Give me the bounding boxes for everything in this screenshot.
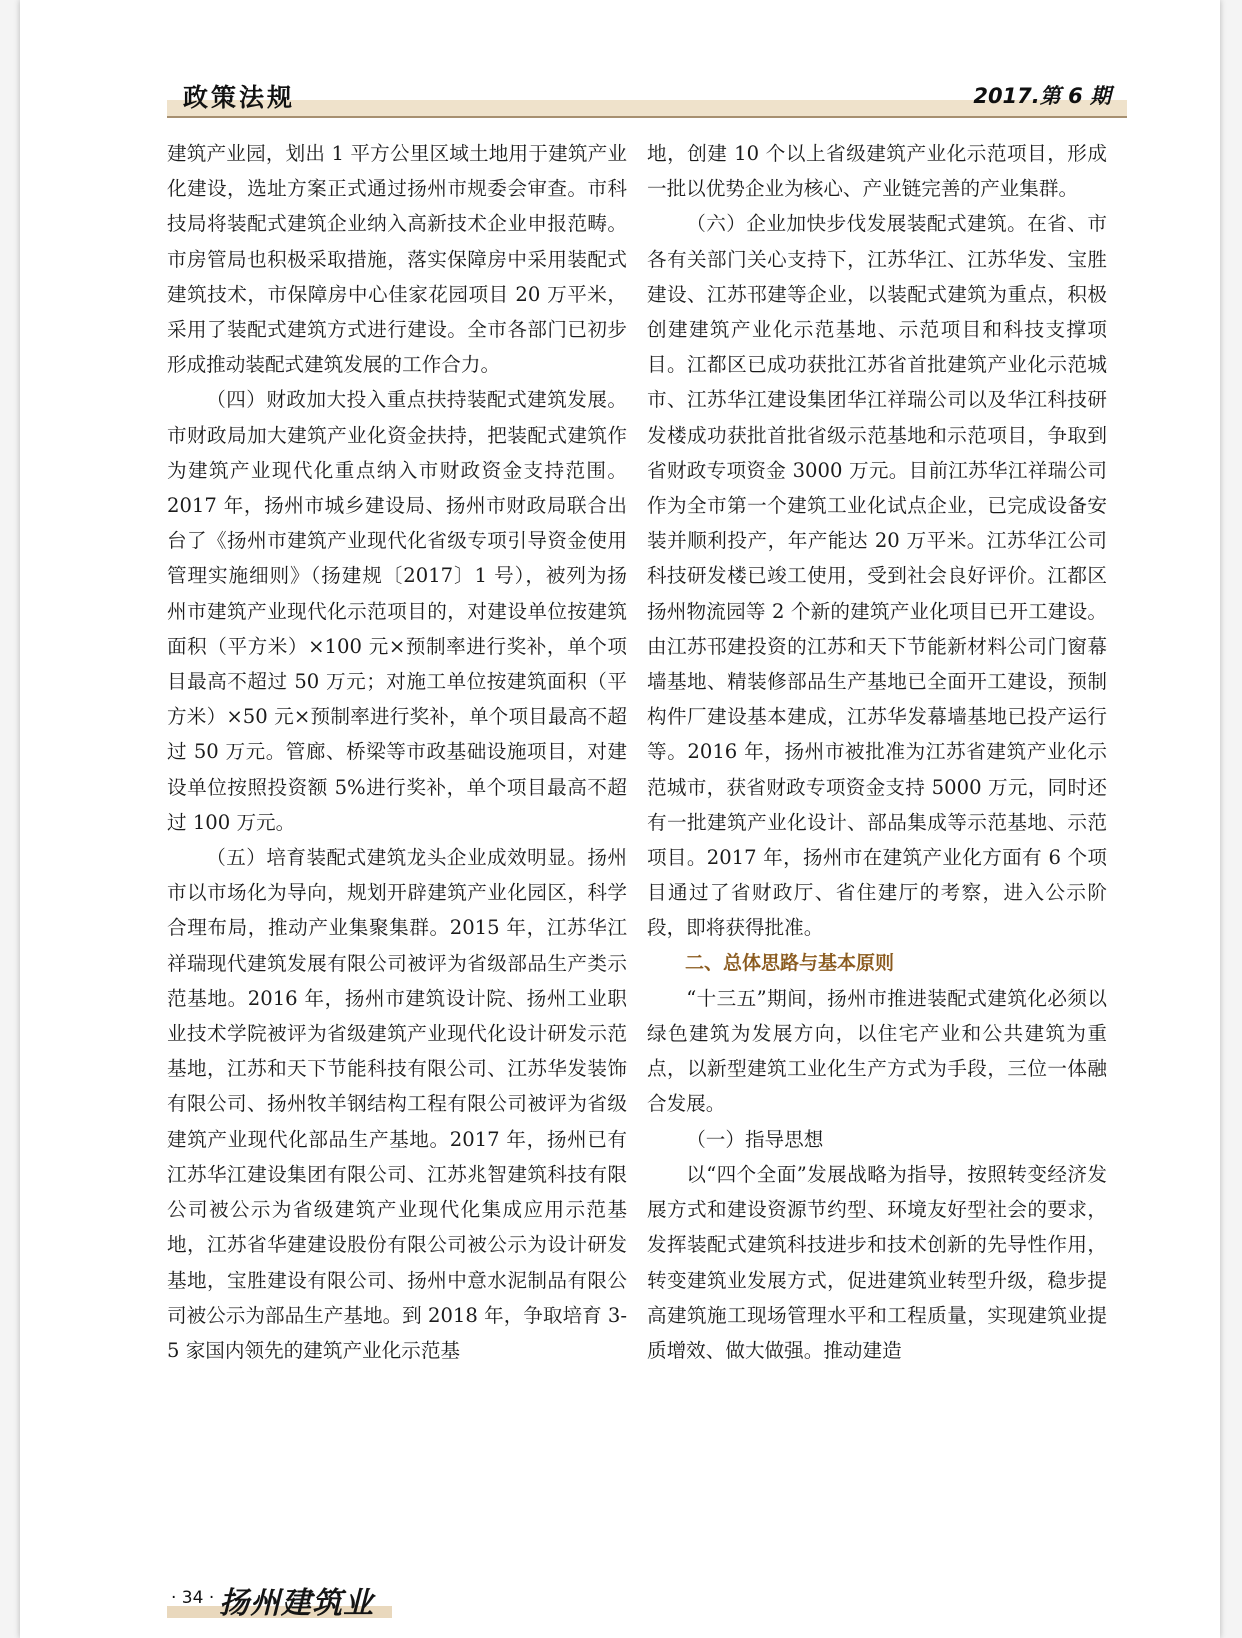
page-header [167, 78, 1127, 118]
page-number: · 34 · [171, 1588, 215, 1608]
subsection-heading: （六）企业加快步伐发展装配式建筑。 [686, 212, 1028, 236]
paragraph: “十三五”期间，扬州市推进装配式建筑化必须以绿色建筑为发展方向，以住宅产业和公共建筑为重点，以新型建筑工业化生产方式为手段，三位一体融合发展。 [647, 986, 1107, 1116]
subsection-heading: （四）财政加大投入重点扶持装配式建筑发展。 [206, 388, 627, 412]
page-footer [167, 1582, 392, 1620]
paragraph: （五）培育装配式建筑龙头企业成效明显。扬州市以市场化为导向，规划开辟建筑产业化园区，科学合理布局，推动产业集聚集群。2015 年，江苏华江祥瑞现代建筑发展有限公司被评为省级部品生产类示范基地。2016 年，扬州市建筑设计院、扬州工业职业技术学院被评为省级建筑产业现代化设计研发示范基地，江苏和天下节能科技有限公司、江苏华发装饰有限公司、扬州牧羊钢结构工程有限公司被评为省级建筑产业现代化部品生产基地。2017 年，扬州已有江苏华江建设集团有限公司、江苏兆智建筑科技有限公司被公示为省级建筑产业现代化集成应用示范基地，江苏省华建建设股份有限公司被公示为设计研发基地，宝胜建设有限公司、扬州中意水泥制品有限公司被公示为部品生产基地。到 2018 年，争取培育 3-5 家国内领先的建筑产业化示范基 [167, 846, 628, 1362]
subsection-heading: （一）指导思想 [686, 1127, 824, 1151]
magazine-logo: 扬州建筑业 [219, 1586, 374, 1621]
paragraph: （六）企业加快步伐发展装配式建筑。在省、市各有关部门关心支持下，江苏华江、江苏华发、宝胜建设、江苏邗建等企业，以装配式建筑为重点，积极创建建筑产业化示范基地、示范项目和科技支撑项目。江都区已成功获批江苏省首批建筑产业化示范城市、江苏华江建设集团华江祥瑞公司以及华江科技研发楼成功获批首批省级示范基地和示范项目，争取到省财政专项资金 3000 万元。目前江苏华江祥瑞公司作为全市第一个建筑工业化试点企业，已完成设备安装并顺利投产，年产能达 20 万平米。江苏华江公司科技研发楼已竣工使用，受到社会良好评价。江都区扬州物流园等 2 个新的建筑产业化项目已开工建设。由江苏邗建投资的江苏和天下节能新材料公司门窗幕墙基地、精装修部品生产基地已全面开工建设，预制构件厂建设基本建成，江苏华发幕墙基地已投产运行等。2016 年，扬州市被批准为江苏省建筑产业化示范城市，获省财政专项资金支持 5000 万元，同时还有一批建筑产业化设计、部品集成等示范基地、示范项目。2017 年，扬州市在建筑产业化方面有 6 个项目通过了省财政厅、省住建厅的考察，进入公示阶段，即将获得批准。 [647, 212, 1108, 940]
left-column [167, 136, 627, 1368]
section-label: 政策法规 [183, 83, 296, 112]
issue-label: 2017.第 6 期 [973, 84, 1111, 108]
paragraph: （四）财政加大投入重点扶持装配式建筑发展。市财政局加大建筑产业化资金扶持，把装配式建筑作为建筑产业现代化重点纳入市财政资金支持范围。2017 年，扬州市城乡建设局、扬州市财政局联合出台了《扬州市建筑产业现代化省级专项引导资金使用管理实施细则》（扬建规〔2017〕1 号），被列为扬州市建筑产业现代化示范项目的，对建设单位按建筑面积（平方米）×100 元×预制率进行奖补，单个项目最高不超过 50 万元；对施工单位按建筑面积（平方米）×50 元×预制率进行奖补，单个项目最高不超过 50 万元。管廊、桥梁等市政基础设施项目，对建设单位按照投资额 5%进行奖补，单个项目最高不超过 100 万元。 [167, 388, 627, 834]
paragraph: 建筑产业园，划出 1 平方公里区域土地用于建筑产业化建设，选址方案正式通过扬州市规委会审查。市科技局将装配式建筑企业纳入高新技术企业申报范畴。市房管局也积极采取措施，落实保障房中采用装配式建筑技术，市保障房中心佳家花园项目 20 万平米，采用了装配式建筑方式进行建设。全市各部门已初步形成推动装配式建筑发展的工作合力。 [167, 142, 627, 377]
paragraph [647, 1122, 1107, 1157]
paragraph: 以“四个全面”发展战略为指导，按照转变经济发展方式和建设资源节约型、环境友好型社会的要求，发挥装配式建筑科技进步和技术创新的先导性作用，转变建筑业发展方式，促进建筑业转型升级，稳步提高建筑施工现场管理水平和工程质量，实现建筑业提质增效、做大做强。推动建造 [647, 1162, 1107, 1362]
paragraph: 地，创建 10 个以上省级建筑产业化示范项目，形成一批以优势企业为核心、产业链完善的产业集群。 [647, 142, 1107, 201]
subsection-heading: （五）培育装配式建筑龙头企业成效明显。 [206, 846, 588, 870]
right-column [647, 136, 1107, 1368]
section-title: 二、总体思路与基本原则 [685, 951, 895, 974]
document-page [20, 0, 1220, 1638]
